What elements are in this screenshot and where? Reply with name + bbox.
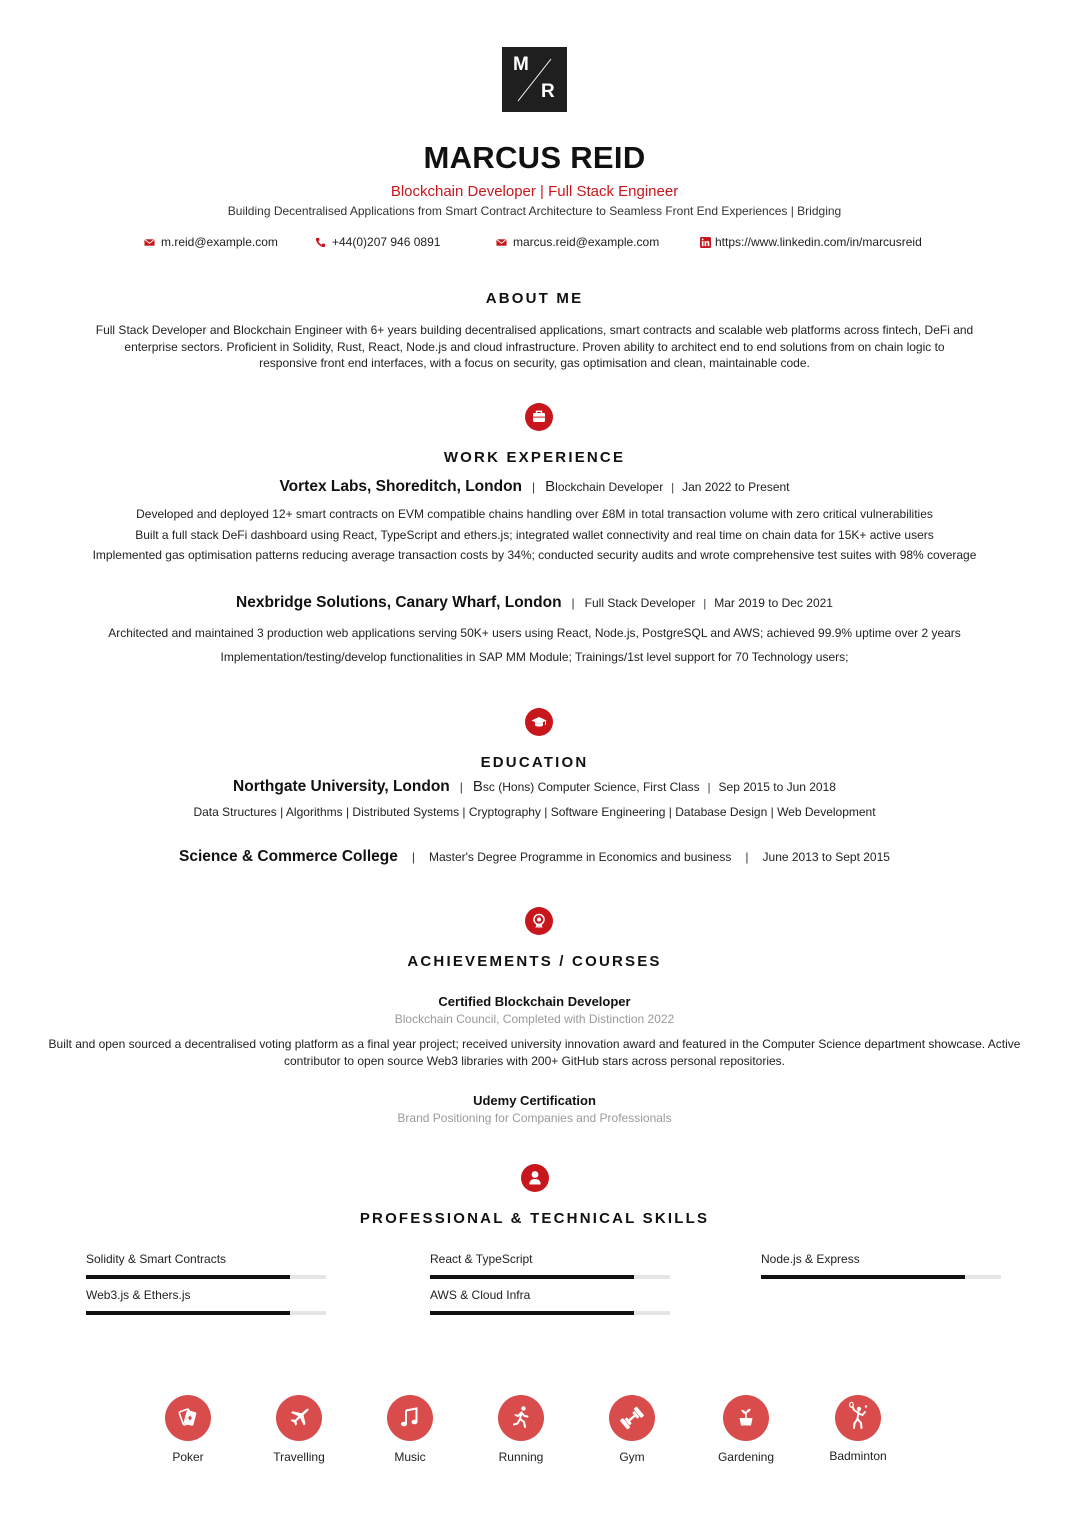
skill-item [430,1252,670,1279]
job-header [0,478,1069,496]
contact-email-1-text: m.reid@example.com [161,235,278,249]
hobby-poker [138,1395,238,1464]
hobby-gardening [696,1395,796,1464]
skill-bar [86,1311,326,1315]
skill-bar-fill [86,1311,290,1315]
phone-icon [315,237,326,248]
hobby-running [471,1395,571,1464]
monogram-slash [502,47,567,112]
full-name: MARCUS REID [423,140,646,175]
contact-phone-text: +44(0)207 946 0891 [332,235,441,249]
hobby-label: Travelling [273,1450,325,1464]
briefcase-icon [525,403,553,431]
separator: | [745,850,749,864]
hobby-label: Poker [172,1450,204,1464]
achievement-subtitle: Blockchain Council, Completed with Distinction 2022 [394,1012,675,1026]
job-role: lockchain Developer [555,480,664,494]
job-bullet: Implementation/testing/develop functionalities in SAP MM Module; Trainings/1st level support for 70 Technology users; [220,650,849,664]
education-title: EDUCATION [480,754,589,771]
edu-degree-initial: B [472,778,483,795]
achievement-description [0,1036,1069,1069]
envelope-icon [496,237,507,248]
monogram-second: R [541,81,555,102]
edu-dates: June 2013 to Sept 2015 [762,850,890,864]
contact-email-2-text: marcus.reid@example.com [513,235,660,249]
achievement-subtitle: Brand Positioning for Companies and Professionals [397,1111,672,1125]
about-line: enterprise sectors. Proficient in Solidity, Rust, React, Node.js and cloud infrastructure. Proven ability to architect end to end solutions from on chain logic to [124,339,945,354]
achievements-title: ACHIEVEMENTS / COURSES [407,953,662,970]
edu-header [0,778,1069,796]
edu-org: Northgate University, London [233,778,450,795]
graduation-cap-icon [525,708,553,736]
tagline: Building Decentralised Applications from Smart Contract Architecture to Seamless Front End Experiences | Bridging [227,204,842,218]
hobby-label: Gym [619,1450,645,1464]
contact-phone[interactable] [315,235,440,249]
skill-label: React & TypeScript [430,1252,533,1266]
skill-label: Node.js & Express [761,1252,860,1266]
achievement-desc-line: contributor to open source Web3 libraries with 200+ GitHub stars across personal repositories. [283,1053,786,1068]
separator: | [703,598,707,610]
skill-bar-fill [430,1311,634,1315]
music-note-icon [387,1395,433,1441]
skill-label: AWS & Cloud Infra [430,1288,531,1302]
contact-email-1[interactable] [144,235,278,249]
contact-linkedin[interactable] [700,235,922,249]
badminton-icon [835,1395,881,1441]
edu-details: Data Structures | Algorithms | Distributed Systems | Cryptography | Software Engineering | Database Design | Web Development [193,805,876,819]
hobby-travelling [249,1395,349,1464]
user-profile-icon [521,1164,549,1192]
achievement-title: Certified Blockchain Developer [438,994,631,1009]
about-line: Full Stack Developer and Blockchain Engineer with 6+ years building decentralised applications, smart contracts and scalable web platforms across fintech, DeFi and [95,323,974,337]
job-bullet: Architected and maintained 3 production web applications serving 50K+ users using React, Node.js, PostgreSQL and AWS; achieved 99.9% uptime over 2 years [108,626,961,640]
skill-item [761,1252,1001,1279]
achievement-desc-line: Built and open sourced a decentralised voting platform as a final year project; received university innovation award and featured in the Computer Science department showcase. Active [48,1037,1021,1051]
skill-bar-fill [761,1275,965,1279]
airplane-icon [276,1395,322,1441]
cards-icon [165,1395,211,1441]
skill-bar [761,1275,1001,1279]
envelope-icon [144,237,155,248]
skill-bar [430,1275,670,1279]
job-bullet: Developed and deployed 12+ smart contracts on EVM compatible chains handling over £8M in total transaction volume with zero critical vulnerabilities [136,507,933,521]
dumbbell-icon [609,1395,655,1441]
job-dates: Jan 2022 to Present [682,480,790,494]
edu-degree: Master's Degree Programme in Economics and business [428,850,732,864]
hobby-label: Running [498,1450,544,1464]
skill-label: Web3.js & Ethers.js [86,1288,191,1302]
achievement-title: Udemy Certification [473,1093,596,1108]
hobby-label: Badminton [829,1449,887,1463]
hobby-label: Music [394,1450,426,1464]
job-header [0,594,1069,612]
contact-email-2[interactable] [496,235,659,249]
linkedin-icon [700,237,711,248]
edu-degree: sc (Hons) Computer Science, First Class [482,780,700,794]
hobby-label: Gardening [717,1450,775,1464]
runner-icon [498,1395,544,1441]
plant-pot-icon [723,1395,769,1441]
separator: | [411,850,415,864]
award-medal-icon [525,907,553,935]
skill-label: Solidity & Smart Contracts [86,1252,227,1266]
separator: | [571,596,575,610]
skill-bar [430,1311,670,1315]
separator: | [459,780,463,794]
work-title: WORK EXPERIENCE [443,449,626,466]
skill-item [430,1288,670,1315]
skill-bar-fill [430,1275,634,1279]
separator: | [707,782,711,794]
edu-org: Science & Commerce College [179,848,398,865]
job-bullet: Built a full stack DeFi dashboard using React, TypeScript and ethers.js; integrated wallet connectivity and real time on chain data for 15K+ active users [135,528,934,542]
job-org: Nexbridge Solutions, Canary Wharf, London [236,594,562,611]
contact-linkedin-text: https://www.linkedin.com/in/marcusreid [715,235,922,249]
monogram-logo [502,47,567,112]
about-line: responsive front end interfaces, with a focus on security, gas optimisation and clean, maintainable code. [259,356,810,370]
skill-item [86,1288,326,1315]
job-role: Blockchain Developer | Full Stack Engineer [390,183,679,200]
hobby-music [360,1395,460,1464]
skills-title: PROFESSIONAL & TECHNICAL SKILLS [359,1210,710,1227]
skill-bar [86,1275,326,1279]
hobby-badminton [808,1395,908,1463]
separator: | [671,482,675,494]
separator: | [532,480,536,494]
job-bullet: Implemented gas optimisation patterns reducing average transaction costs by 34%; conducted security audits and wrote comprehensive test suites with 98% coverage [92,548,977,562]
job-role-initial: B [545,478,556,495]
skill-item [86,1252,326,1279]
about-title: ABOUT ME [485,290,584,307]
edu-dates: Sep 2015 to Jun 2018 [718,780,836,794]
job-role: Full Stack Developer [584,596,696,610]
about-text [0,322,1069,372]
job-org: Vortex Labs, Shoreditch, London [279,478,523,495]
edu-header [0,848,1069,866]
monogram-first: M [513,54,529,75]
hobby-gym [582,1395,682,1464]
job-dates: Mar 2019 to Dec 2021 [714,596,833,610]
skill-bar-fill [86,1275,290,1279]
